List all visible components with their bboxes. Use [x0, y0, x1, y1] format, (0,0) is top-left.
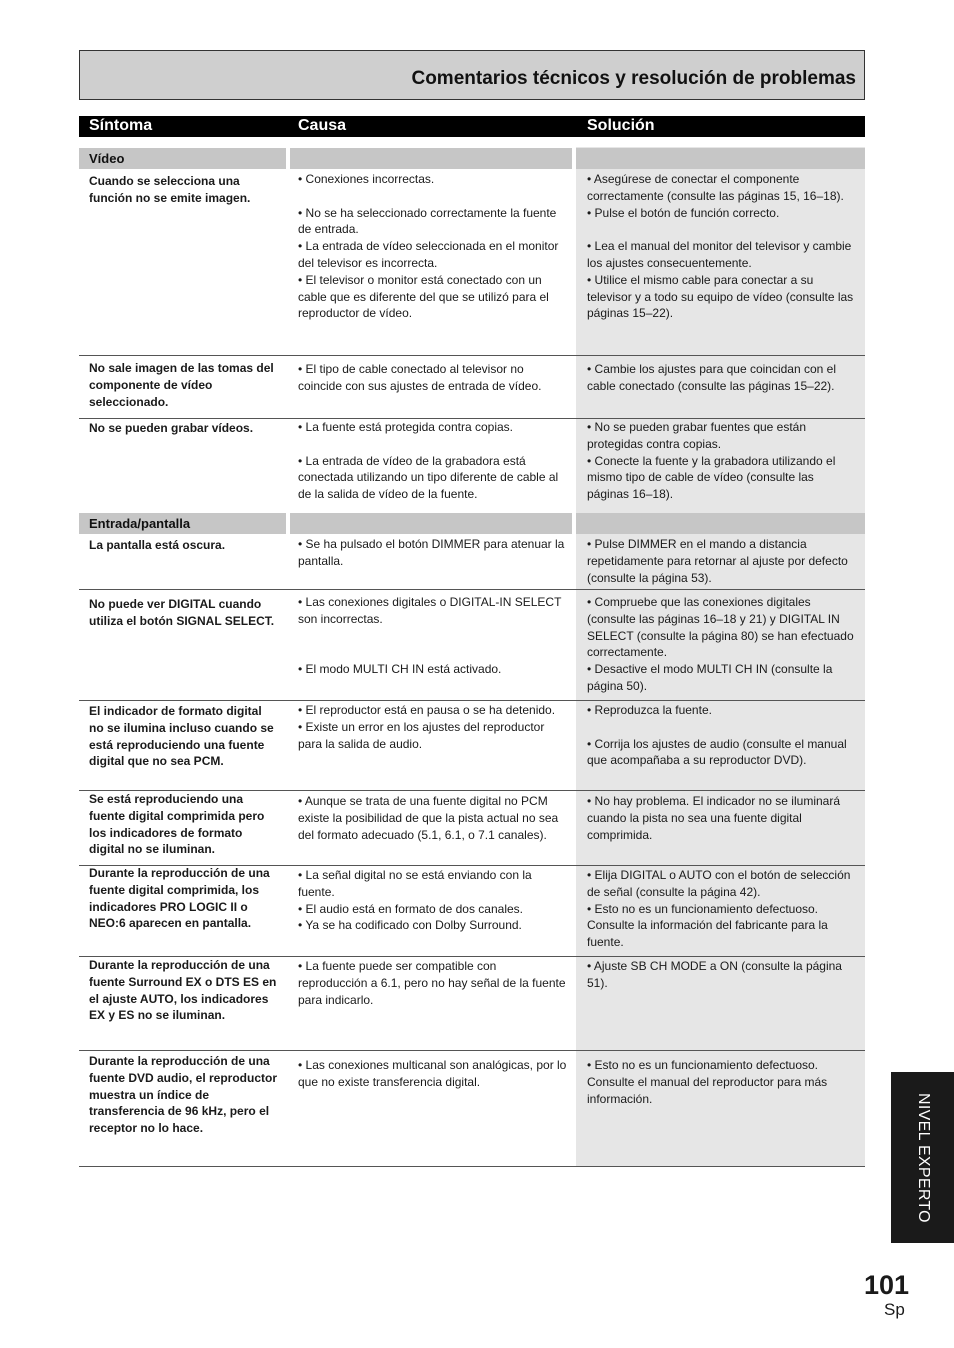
- solution-item: • Pulse DIMMER en el mando a distancia repetidamente para retornar al ajuste por defecto (consulte la página 53).: [587, 537, 848, 585]
- symptom-cell: Se está reproduciendo una fuente digital comprimida pero los indicadores de formato digital no se iluminan.: [89, 792, 265, 857]
- cause-item: • No se ha seleccionado correctamente la fuente de entrada.: [298, 205, 557, 237]
- symptom-cell: Durante la reproducción de una fuente Surround EX o DTS ES en el ajuste AUTO, los indicadores EX y ES no se iluminan.: [89, 958, 277, 1023]
- section-band-video: [79, 148, 865, 169]
- solution-cell: [587, 1057, 857, 1107]
- side-tab-label: NIVEL EXPERTO: [914, 1092, 932, 1223]
- symptom-cell: Durante la reproducción de una fuente DVD audio, el reproductor muestra un índice de transferencia de 96 kHz, pero el receptor no lo hace.: [89, 1054, 278, 1136]
- cause-item: • La entrada de vídeo seleccionada en el monitor del televisor es incorrecta.: [298, 239, 559, 270]
- section-side-tab: [891, 1072, 954, 1243]
- solution-item: • No se pueden grabar fuentes que están protegidas contra copias.: [587, 420, 807, 451]
- cause-item: • El tipo de cable conectado al televisor no coincide con sus ajustes de entrada de vídeo.: [298, 362, 542, 393]
- solution-item: • Ajuste SB CH MODE a ON (consulte la página 51).: [587, 959, 842, 990]
- solution-cell: [587, 793, 857, 843]
- solution-cell: [587, 536, 857, 586]
- symptom-cell: No se pueden grabar vídeos.: [89, 421, 254, 435]
- cause-cell: [298, 793, 568, 843]
- solution-cell: [587, 171, 857, 322]
- solution-item: • Asegúrese de conectar el componente correctamente (consulte las páginas 15, 16–18).: [587, 172, 844, 203]
- cause-cell: [298, 419, 568, 503]
- solution-item: • Corrija los ajustes de audio (consulte el manual que acompañaba a su reproductor DVD).: [587, 736, 847, 768]
- section-title: Vídeo: [89, 151, 125, 166]
- solution-cell: [587, 594, 857, 695]
- solution-item: • Esto no es un funcionamiento defectuoso. Consulte el manual del reproductor para más información.: [587, 1058, 828, 1106]
- column-symptom-header: Síntoma: [89, 117, 153, 134]
- cause-item: • Las conexiones digitales o DIGITAL-IN SELECT son incorrectas.: [298, 595, 562, 626]
- solution-item: • Lea el manual del monitor del televisor y cambie los ajustes consecuentemente.: [587, 239, 852, 270]
- cause-cell: [298, 867, 568, 934]
- solution-cell: [587, 867, 857, 951]
- row-divider: [79, 700, 865, 701]
- symptom-cell: La pantalla está oscura.: [89, 538, 226, 552]
- solution-item: • Compruebe que las conexiones digitales (consulte las páginas 16–18 y 21) y DIGITAL IN SELECT (consulte la página 80) se han efectuado correctamente.: [587, 595, 854, 660]
- solution-item: • Reproduzca la fuente.: [587, 703, 712, 717]
- cause-cell: [298, 702, 568, 752]
- cause-cell: [298, 536, 568, 570]
- row-divider: [79, 355, 865, 356]
- cause-cell: [298, 1057, 568, 1091]
- solution-item: • Utilice el mismo cable para conectar a su televisor y a todo su equipo de vídeo (consulte las páginas 15–22).: [587, 272, 854, 321]
- page-number: 101: [864, 1270, 910, 1300]
- cause-cell: [298, 594, 568, 678]
- table-header: [79, 116, 865, 137]
- solution-cell: [587, 958, 857, 992]
- column-solution-header: Solución: [587, 117, 655, 134]
- cause-item: • El modo MULTI CH IN está activado.: [298, 662, 502, 677]
- symptom-cell: Cuando se selecciona una función no se emite imagen.: [89, 174, 251, 205]
- row-divider: [79, 1166, 865, 1167]
- solution-item: • Elija DIGITAL o AUTO con el botón de selección de señal (consulte la página 42).: [587, 868, 851, 899]
- symptom-cell: Durante la reproducción de una fuente digital comprimida, los indicadores PRO LOGIC II o NEO:6 aparecen en pantalla.: [89, 866, 270, 931]
- solution-item: • No hay problema. El indicador no se iluminará cuando la pista no sea una fuente digital comprimida.: [587, 794, 840, 842]
- solution-item: • Esto no es un funcionamiento defectuoso. Consulte la información del fabricante para la fuente.: [587, 901, 828, 950]
- page-language: Sp: [884, 1300, 905, 1319]
- section-band-entrada: [79, 513, 865, 534]
- solution-item: • Cambie los ajustes para que coincidan con el cable conectado (consulte las páginas 15–22).: [587, 362, 837, 393]
- solution-cell: [587, 361, 857, 395]
- solution-item: • Conecte la fuente y la grabadora utilizando el mismo tipo de cable de vídeo (consulte las páginas 16–18).: [587, 453, 836, 502]
- column-cause-header: Causa: [298, 117, 347, 134]
- cause-item: • La señal digital no se está enviando con la fuente.: [298, 868, 532, 899]
- cause-item: • El reproductor está en pausa o se ha detenido.: [298, 703, 556, 717]
- cause-cell: [298, 958, 568, 1008]
- solution-item: • Desactive el modo MULTI CH IN (consulte la página 50).: [587, 662, 833, 693]
- cause-item: • La fuente está protegida contra copias.: [298, 420, 514, 434]
- page-title: Comentarios técnicos y resolución de problemas: [411, 68, 856, 89]
- cause-item: • Las conexiones multicanal son analógicas, por lo que no existe transferencia digital.: [298, 1058, 567, 1089]
- cause-cell: [298, 361, 568, 395]
- cause-item: • Conexiones incorrectas.: [298, 172, 435, 186]
- cause-item: • Aunque se trata de una fuente digital no PCM existe la posibilidad de que la pista actual no sea del formato adecuado (5.1, 6.1, o 7.1 canales).: [298, 794, 559, 842]
- cause-item: • Ya se ha codificado con Dolby Surround.: [298, 918, 522, 933]
- symptom-cell: No sale imagen de las tomas del componente de vídeo seleccionado.: [89, 361, 274, 409]
- solution-cell: [587, 702, 857, 769]
- solution-item: • Pulse el botón de función correcto.: [587, 205, 780, 220]
- section-title: Entrada/pantalla: [89, 516, 191, 531]
- cause-item: • Existe un error en los ajustes del reproductor para la salida de audio.: [298, 719, 545, 751]
- cause-item: • La entrada de vídeo de la grabadora está conectada utilizando un tipo diferente de cable al de la salida de vídeo de la fuente.: [298, 453, 559, 502]
- cause-item: • El televisor o monitor está conectado con un cable que es diferente del que se utilizó para el reproductor de vídeo.: [298, 272, 549, 321]
- cause-cell: [298, 171, 568, 322]
- row-divider: [79, 589, 865, 590]
- symptom-cell: No puede ver DIGITAL cuando utiliza el botón SIGNAL SELECT.: [89, 597, 275, 628]
- symptom-cell: El indicador de formato digital no se ilumina incluso cuando se está reproduciendo una fuente digital que no sea PCM.: [89, 704, 274, 769]
- cause-item: • El audio está en formato de dos canales.: [298, 901, 524, 916]
- cause-item: • La fuente puede ser compatible con reproducción a 6.1, pero no hay señal de la fuente para indicarlo.: [298, 959, 566, 1007]
- solution-cell: [587, 419, 857, 503]
- page-header: [79, 50, 865, 100]
- cause-item: • Se ha pulsado el botón DIMMER para atenuar la pantalla.: [298, 537, 565, 568]
- row-divider: [79, 1050, 865, 1051]
